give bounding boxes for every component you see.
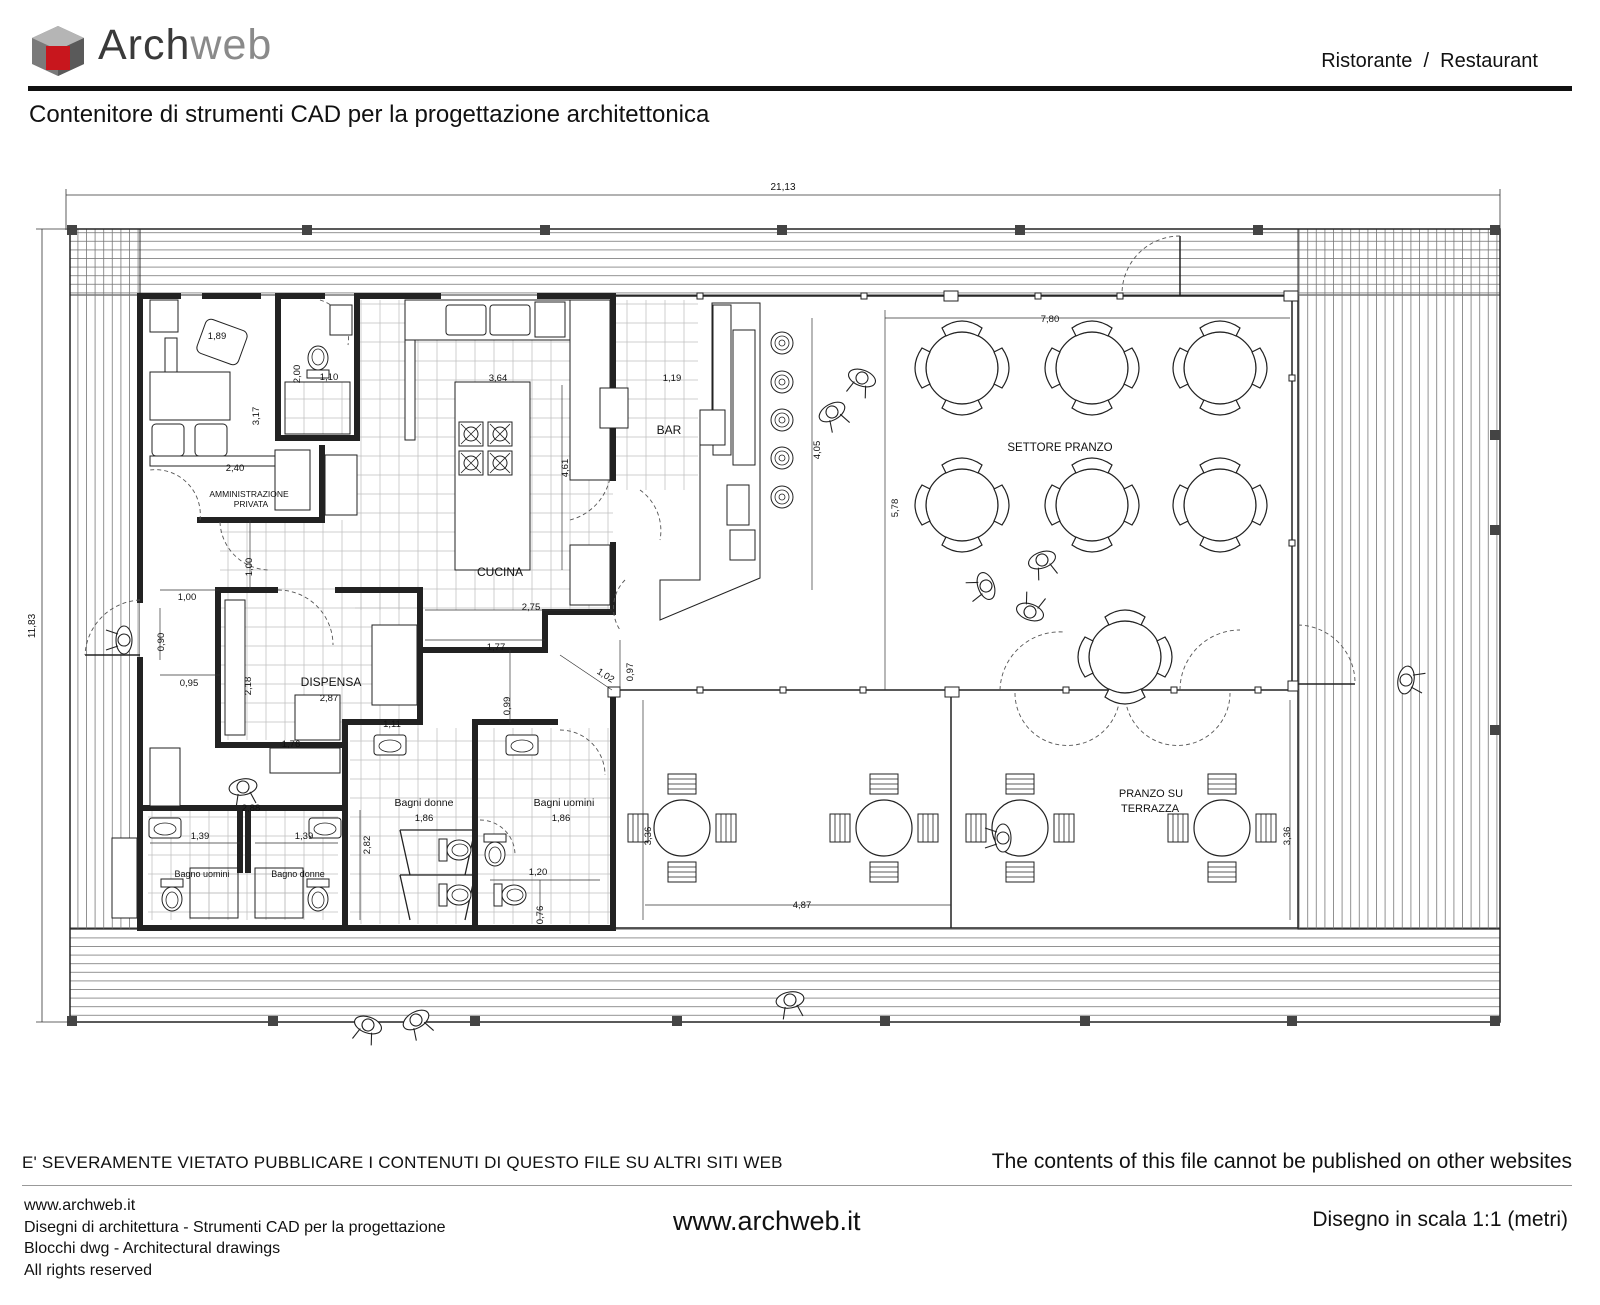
room-admin-line1: AMMINISTRAZIONE (209, 489, 289, 499)
room-terrazza-line1: PRANZO SU (1118, 788, 1184, 800)
dim-1-77: 1,77 (486, 642, 506, 653)
dim-1-86-b: 1,86 (551, 813, 571, 824)
dim-overall-width: 21,13 (770, 182, 796, 193)
logo-part-2: web (190, 21, 273, 69)
dim-0-76: 0,76 (535, 905, 546, 925)
dim-1-00-v: 1,00 (244, 557, 255, 577)
page-label: Ristorante / Restaurant (1321, 50, 1538, 72)
footer-info (24, 1195, 446, 1281)
dim-5-78: 5,78 (890, 498, 901, 518)
dim-1-39-b: 1,39 (294, 831, 314, 842)
dim-1-11: 1,11 (383, 719, 401, 730)
logo-part-1: Arch (98, 21, 191, 69)
footer-line-drawings: Disegni di architettura - Strumenti CAD per la progettazione (24, 1218, 446, 1236)
dim-2-18: 2,18 (243, 676, 254, 696)
dim-2-87: 2,87 (319, 693, 339, 704)
dim-3-36-a: 3,36 (643, 826, 654, 846)
room-admin-line2: PRIVATA (233, 499, 269, 509)
room-bagni-uomini: Bagni uomini (533, 797, 595, 809)
dim-2-75: 2,75 (521, 602, 541, 613)
footer-divider (22, 1185, 1572, 1186)
dim-1-00-h: 1,00 (177, 592, 197, 603)
scale-note: Disegno in scala 1:1 (metri) (1312, 1208, 1568, 1231)
footer-site-link[interactable]: www.archweb.it (673, 1206, 861, 1236)
room-dispensa: DISPENSA (300, 675, 362, 689)
header-divider (28, 86, 1572, 91)
dim-2-88: 2,88 (241, 803, 261, 814)
footer-line-rights: All rights reserved (24, 1261, 153, 1279)
room-bagno-donne: Bagno donne (271, 869, 325, 879)
warning-english: The contents of this file cannot be published on other websites (991, 1150, 1572, 1173)
dim-2-82: 2,82 (362, 835, 373, 855)
room-cucina: CUCINA (476, 565, 524, 579)
footer-line-blocks: Blocchi dwg - Architectural drawings (24, 1240, 281, 1257)
room-bagno-uomini: Bagno uomini (174, 869, 230, 879)
dim-1-76: 1,76 (281, 739, 301, 750)
room-bagni-donne: Bagni donne (394, 797, 454, 809)
dim-1-39-a: 1,39 (190, 831, 210, 842)
room-terrazza-line2: TERRAZZA (1120, 803, 1180, 815)
dim-3-17: 3,17 (251, 406, 262, 426)
archweb-logo-icon (28, 24, 88, 78)
dim-0-90: 0,90 (156, 632, 167, 652)
dim-2-00: 2,00 (292, 364, 303, 384)
dim-1-86-a: 1,86 (414, 813, 434, 824)
floor-plan (0, 170, 1600, 1070)
dim-3-64: 3,64 (488, 373, 508, 384)
logo-wordmark[interactable] (98, 21, 273, 69)
dim-0-97: 0,97 (625, 662, 636, 682)
dim-1-02: 1,02 (594, 666, 617, 686)
footer-line-site[interactable]: www.archweb.it (24, 1197, 136, 1214)
dim-1-89: 1,89 (207, 331, 227, 342)
dim-0-99: 0,99 (502, 696, 513, 716)
dim-4-87: 4,87 (792, 900, 812, 911)
dim-1-19: 1,19 (662, 373, 682, 384)
room-settore-pranzo: SETTORE PRANZO (1007, 442, 1113, 454)
room-bar: BAR (656, 423, 682, 437)
dim-1-10: 1,10 (319, 372, 339, 383)
dim-4-61: 4,61 (560, 458, 571, 478)
warning-italian: E' SEVERAMENTE VIETATO PUBBLICARE I CONTENUTI DI QUESTO FILE SU ALTRI SITI WEB (22, 1153, 783, 1172)
dim-1-20: 1,20 (528, 867, 548, 878)
dim-overall-height: 11,83 (27, 613, 38, 639)
page-subtitle: Contenitore di strumenti CAD per la progettazione architettonica (29, 101, 710, 128)
dim-2-40: 2,40 (225, 463, 245, 474)
dim-0-95: 0,95 (179, 678, 199, 689)
dim-7-80: 7,80 (1040, 314, 1060, 325)
dim-4-05: 4,05 (812, 440, 823, 460)
dim-3-36-b: 3,36 (1282, 826, 1293, 846)
